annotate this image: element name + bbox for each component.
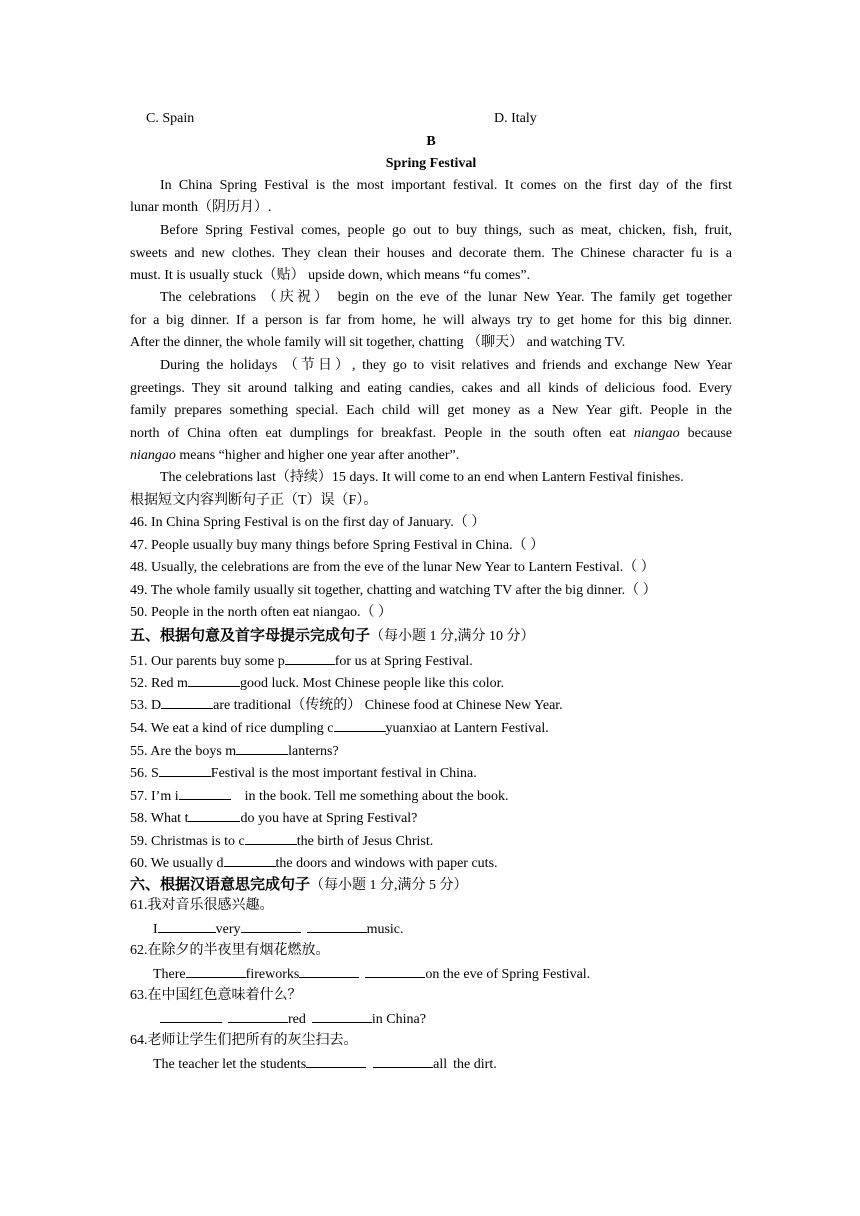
- section5-heading: 五、根据句意及首字母提示完成句子（每小题 1 分,满分 10 分）: [130, 626, 535, 644]
- passage-line: niangao means “higher and higher one year after another”.: [130, 448, 460, 463]
- answer-blank[interactable]: [186, 963, 246, 978]
- answer-blank[interactable]: [365, 963, 425, 978]
- translate-prompt: 61.我对音乐很感兴趣。: [130, 898, 274, 913]
- passage-title: Spring Festival: [385, 156, 477, 171]
- passage-line: family prepares something special. Each child will get money as a New Year gift. People in the: [130, 403, 732, 418]
- answer-blank[interactable]: [334, 717, 386, 732]
- translate-answer: I very music.: [153, 918, 755, 940]
- answer-blank[interactable]: [236, 740, 288, 755]
- answer-blank[interactable]: [299, 963, 359, 978]
- option-d: D. Italy: [494, 111, 537, 126]
- passage-line: Before Spring Festival comes, people go out to buy things, such as meat, chicken, fish, fruit,: [160, 223, 732, 238]
- answer-blank[interactable]: [160, 1008, 222, 1023]
- passage-line: lunar month（阴历月）.: [130, 200, 272, 215]
- tf-item: 50. People in the north often eat niangao.（ ）: [130, 605, 393, 620]
- translate-prompt: 63.在中国红色意味着什么？: [130, 988, 302, 1003]
- translate-answer: There fireworks on the eve of Spring Festival.: [153, 963, 755, 985]
- passage-line: In China Spring Festival is the most important festival. It comes on the first day of the first: [160, 178, 732, 193]
- fill-item: 58. What t do you have at Spring Festival?: [130, 807, 732, 829]
- answer-blank[interactable]: [306, 1053, 366, 1068]
- answer-blank[interactable]: [228, 1008, 288, 1023]
- fill-item: 52. Red m good luck. Most Chinese people like this color.: [130, 672, 732, 694]
- option-c: C. Spain: [146, 111, 195, 126]
- translate-prompt: 62.在除夕的半夜里有烟花燃放。: [130, 943, 330, 958]
- tf-instruction: 根据短文内容判断句子正（T）误（F）。: [130, 493, 378, 508]
- tf-item: 48. Usually, the celebrations are from the eve of the lunar New Year to Lantern Festival.（ ）: [130, 560, 655, 575]
- answer-blank[interactable]: [285, 650, 335, 665]
- answer-blank[interactable]: [188, 807, 240, 822]
- section6-heading: 六、根据汉语意思完成句子（每小题 1 分,满分 5 分）: [130, 875, 468, 893]
- passage-line: north of China often eat dumplings for breakfast. People in the south often eat niangao because: [130, 426, 732, 441]
- translate-prompt: 64.老师让学生们把所有的灰尘扫去。: [130, 1033, 358, 1048]
- passage-line: greetings. They sit around talking and eating candies, cakes and all kinds of delicious food. Every: [130, 381, 732, 396]
- translate-answer: The teacher let the students all the dirt.: [153, 1053, 755, 1075]
- translate-answer: red in China?: [160, 1008, 762, 1030]
- answer-blank[interactable]: [188, 672, 240, 687]
- section-letter: B: [426, 134, 436, 149]
- fill-item: 55. Are the boys m lanterns?: [130, 740, 732, 762]
- tf-item: 47. People usually buy many things before Spring Festival in China.（ ）: [130, 538, 545, 553]
- tf-item: 49. The whole family usually sit together, chatting and watching TV after the big dinner.（ ）: [130, 583, 657, 598]
- fill-item: 53. D are traditional（传统的） Chinese food at Chinese New Year.: [130, 694, 732, 716]
- answer-blank[interactable]: [159, 762, 211, 777]
- fill-item: 60. We usually d the doors and windows with paper cuts.: [130, 852, 732, 874]
- fill-item: 51. Our parents buy some p for us at Spring Festival.: [130, 650, 732, 672]
- fill-item: 56. S Festival is the most important festival in China.: [130, 762, 732, 784]
- passage-line: must. It is usually stuck（贴） upside down, which means “fu comes”.: [130, 268, 531, 283]
- answer-blank[interactable]: [373, 1053, 433, 1068]
- answer-blank[interactable]: [245, 830, 297, 845]
- passage-line: During the holidays （节日）, they go to visit relatives and friends and exchange New Year: [160, 358, 732, 373]
- answer-blank[interactable]: [161, 694, 213, 709]
- answer-blank[interactable]: [179, 785, 231, 800]
- passage-line: The celebrations （庆祝） begin on the eve of the lunar New Year. The family get together: [160, 290, 732, 305]
- passage-line: After the dinner, the whole family will sit together, chatting （聊天） and watching TV.: [130, 335, 626, 350]
- answer-blank[interactable]: [241, 918, 301, 933]
- fill-item: 59. Christmas is to c the birth of Jesus Christ.: [130, 830, 732, 852]
- tf-item: 46. In China Spring Festival is on the first day of January.（ ）: [130, 515, 486, 530]
- answer-blank[interactable]: [224, 852, 276, 867]
- answer-blank[interactable]: [312, 1008, 372, 1023]
- fill-item: 54. We eat a kind of rice dumpling c yuanxiao at Lantern Festival.: [130, 717, 732, 739]
- passage-line: sweets and new clothes. They clean their houses and decorate them. The Chinese character fu is a: [130, 246, 732, 261]
- answer-blank[interactable]: [158, 918, 216, 933]
- passage-line: for a big dinner. If a person is far from home, he will always try to get home for this big dinner.: [130, 313, 732, 328]
- passage-line: The celebrations last（持续）15 days. It will come to an end when Lantern Festival finishes.: [160, 470, 684, 485]
- answer-blank[interactable]: [307, 918, 367, 933]
- fill-item: 57. I’m i in the book. Tell me something about the book.: [130, 785, 732, 807]
